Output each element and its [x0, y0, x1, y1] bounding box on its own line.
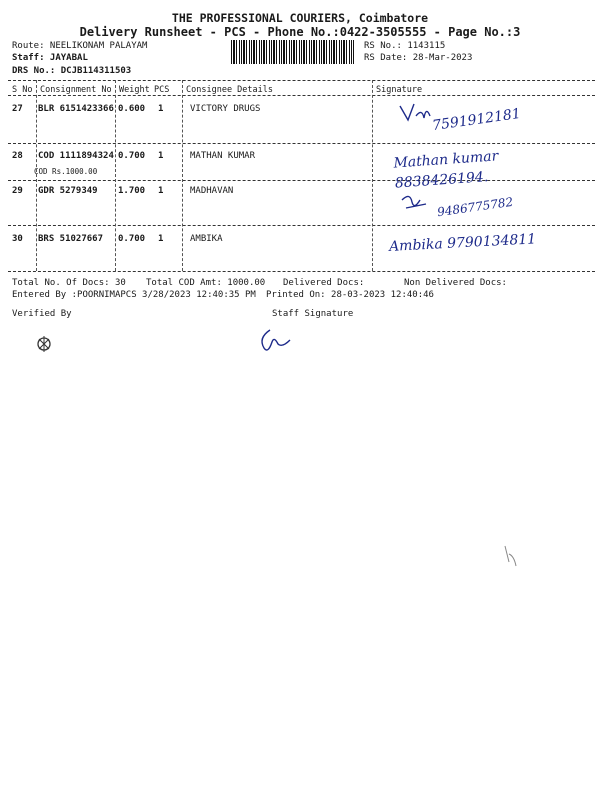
printed-on: Printed On: 28-03-2023 12:40:46 — [266, 290, 434, 300]
row-cod-amount: COD Rs.1000.00 — [34, 167, 98, 176]
col-header-sno: S No — [12, 85, 33, 95]
col-header-consignment: Consignment No — [40, 85, 112, 95]
staff-signature-mark — [256, 324, 296, 356]
row-pcs: 1 — [158, 104, 164, 114]
staff-label: Staff: JAYABAL — [12, 53, 88, 63]
verified-stamp-mark — [34, 334, 54, 354]
route-label: Route: NEELIKONAM PALAYAM — [12, 41, 148, 51]
row-sno: 27 — [12, 104, 23, 114]
row-weight: 0.700 — [118, 151, 146, 161]
handwritten-entry: 7591912181 — [431, 105, 522, 135]
row-weight: 0.600 — [118, 104, 146, 114]
row-consignment: GDR 5279349 — [38, 186, 98, 196]
pencil-mark — [500, 542, 522, 570]
row-divider — [8, 225, 595, 226]
total-cod-amount: Total COD Amt: 1000.00 — [146, 278, 266, 288]
rs-number: RS No.: 1143115 — [364, 41, 446, 51]
col-header-consignee: Consignee Details — [186, 85, 273, 95]
row-consignment: COD 1111894324 — [38, 151, 114, 161]
column-divider — [182, 80, 183, 271]
drs-label: DRS No.: DCJB114311503 — [12, 66, 132, 76]
handwritten-entry: Ambika 9790134811 — [388, 231, 537, 255]
column-divider — [115, 80, 116, 271]
column-divider — [372, 80, 373, 271]
row-pcs: 1 — [158, 151, 164, 161]
row-consignment: BLR 6151423366 — [38, 104, 114, 114]
col-header-weight: Weight — [119, 85, 150, 95]
row-weight: 0.700 — [118, 234, 146, 244]
row-consignment: BRS 51027667 — [38, 234, 104, 244]
col-header-signature: Signature — [376, 85, 423, 95]
barcode — [231, 40, 354, 64]
verified-by-label: Verified By — [12, 309, 72, 319]
row-sno: 29 — [12, 186, 23, 196]
row-pcs: 1 — [158, 234, 164, 244]
staff-signature-label: Staff Signature — [272, 309, 354, 319]
table-bottom-rule — [8, 271, 595, 272]
col-header-pcs: PCS — [154, 85, 170, 95]
rs-date: RS Date: 28-Mar-2023 — [364, 53, 473, 63]
row-consignee: MADHAVAN — [190, 186, 234, 196]
row-consignee: VICTORY DRUGS — [190, 104, 261, 114]
row-sno: 28 — [12, 151, 23, 161]
non-delivered-docs: Non Delivered Docs: — [404, 278, 507, 288]
runsheet-subtitle: Delivery Runsheet - PCS - Phone No.:0422-3505555 - Page No.:3 — [79, 25, 521, 39]
entered-by: Entered By :POORNIMAPCS 3/28/2023 12:40:35 PM — [12, 290, 256, 300]
row-consignee: AMBIKA — [190, 234, 223, 244]
table-top-rule — [8, 80, 595, 81]
row-weight: 1.700 — [118, 186, 146, 196]
delivered-docs: Delivered Docs: — [283, 278, 365, 288]
total-docs: Total No. Of Docs: 30 — [12, 278, 126, 288]
handwritten-entry: 9486775782 — [436, 194, 514, 220]
handwritten-initials — [396, 98, 436, 126]
handwritten-entry: Mathan kumar 8838426194. — [392, 148, 499, 192]
row-pcs: 1 — [158, 186, 164, 196]
row-sno: 30 — [12, 234, 23, 244]
company-title: THE PROFESSIONAL COURIERS, Coimbatore — [171, 11, 429, 25]
row-consignee: MATHAN KUMAR — [190, 151, 256, 161]
row-divider — [8, 143, 595, 144]
header-bottom-rule — [8, 95, 595, 96]
